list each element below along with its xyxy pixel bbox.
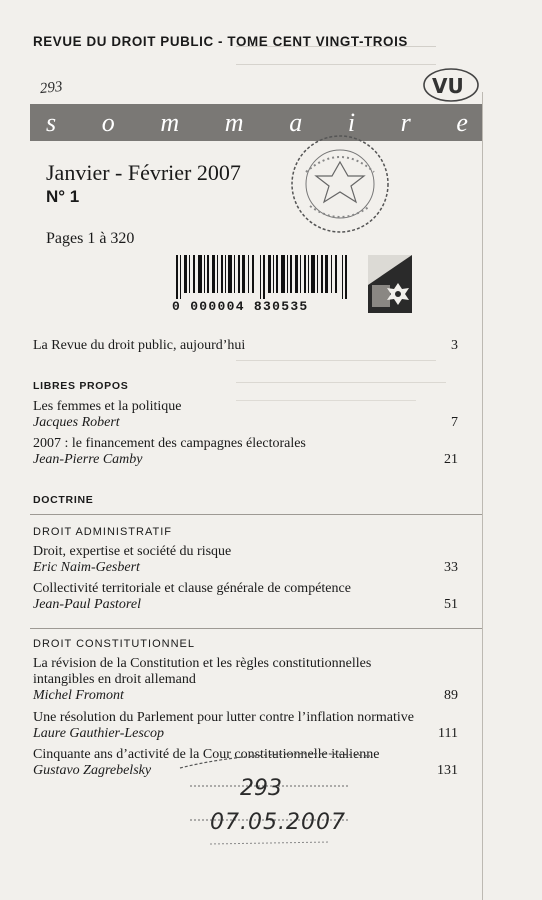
handwritten-number: 293 — [39, 78, 64, 98]
sommaire-letter: e — [456, 107, 468, 137]
toc-entry-title: Les femmes et la politique — [33, 399, 182, 414]
toc-entry-title: Droit, expertise et société du risque — [33, 544, 232, 559]
subsection-heading-droit-constitutionnel: DROIT CONSTITUTIONNEL — [33, 638, 195, 650]
barcode — [172, 255, 360, 318]
toc-entry-title-continued: intangibles en droit allemand — [33, 672, 196, 687]
sommaire-banner — [30, 104, 482, 141]
toc-entry-title: La révision de la Constitution et les règles constitutionnelles — [33, 656, 372, 671]
barcode-digits: 0 000004 830535 — [172, 299, 309, 314]
toc-entry-author: Michel Fromont — [33, 688, 124, 703]
toc-intro-page: 3 — [451, 338, 458, 353]
library-round-stamp — [288, 132, 392, 236]
toc-entry-page: 111 — [438, 726, 458, 741]
toc-entry-page: 89 — [444, 688, 458, 703]
toc-entry-page: 131 — [437, 763, 458, 778]
pages-range: Pages 1 à 320 — [46, 230, 135, 247]
sommaire-letter: a — [289, 107, 303, 137]
toc-entry-title: Collectivité territoriale et clause générale de compétence — [33, 581, 351, 596]
sommaire-letter: s — [46, 107, 57, 137]
toc-entry-author: Jacques Robert — [33, 415, 120, 430]
section-divider — [30, 628, 482, 629]
sommaire-letter: m — [224, 107, 244, 137]
section-heading-doctrine: DOCTRINE — [33, 494, 94, 506]
toc-entry-author: Eric Naim-Gesbert — [33, 560, 140, 575]
registration-date: 07.05.2007 — [210, 810, 346, 835]
sommaire-letter: i — [347, 107, 356, 137]
toc-entry-author: Laure Gauthier-Lescop — [33, 726, 165, 741]
registration-number: 293 — [240, 776, 282, 801]
sommaire-letter: r — [400, 107, 411, 137]
section-divider — [30, 514, 482, 515]
toc-intro-title: La Revue du droit public, aujourd’hui — [33, 338, 246, 353]
toc-entry-author: Jean-Paul Pastorel — [33, 597, 141, 612]
toc-entry-title: Cinquante ans d’activité de la Cour constitutionnelle italienne — [33, 747, 380, 762]
subsection-heading-droit-administratif: DROIT ADMINISTRATIF — [33, 526, 172, 538]
barcode-bars — [172, 255, 360, 299]
toc-entry-page: 7 — [451, 415, 458, 430]
toc-entry-page: 51 — [444, 597, 458, 612]
toc-entry-page: 21 — [444, 452, 458, 467]
toc-entry-page: 33 — [444, 560, 458, 575]
toc-entry-author: Jean-Pierre Camby — [33, 452, 143, 467]
registration-stamp — [170, 742, 470, 852]
sommaire-letter: m — [160, 107, 180, 137]
vu-stamp-text: VU — [432, 74, 464, 98]
publisher-logo — [368, 255, 412, 313]
bleed-through-line — [236, 64, 436, 65]
issue-number: N° 1 — [46, 187, 80, 206]
toc-entry-title: 2007 : le financement des campagnes électorales — [33, 436, 306, 451]
issue-date: Janvier - Février 2007 — [46, 160, 241, 185]
vu-stamp — [422, 66, 480, 104]
journal-title: REVUE DU DROIT PUBLIC - TOME CENT VINGT-TROIS — [33, 34, 408, 49]
toc-entry-title: Une résolution du Parlement pour lutter contre l’inflation normative — [33, 710, 415, 725]
section-heading-libres-propos: LIBRES PROPOS — [33, 380, 129, 392]
sommaire-letter: o — [101, 107, 115, 137]
toc-entry-author: Gustavo Zagrebelsky — [33, 763, 152, 778]
